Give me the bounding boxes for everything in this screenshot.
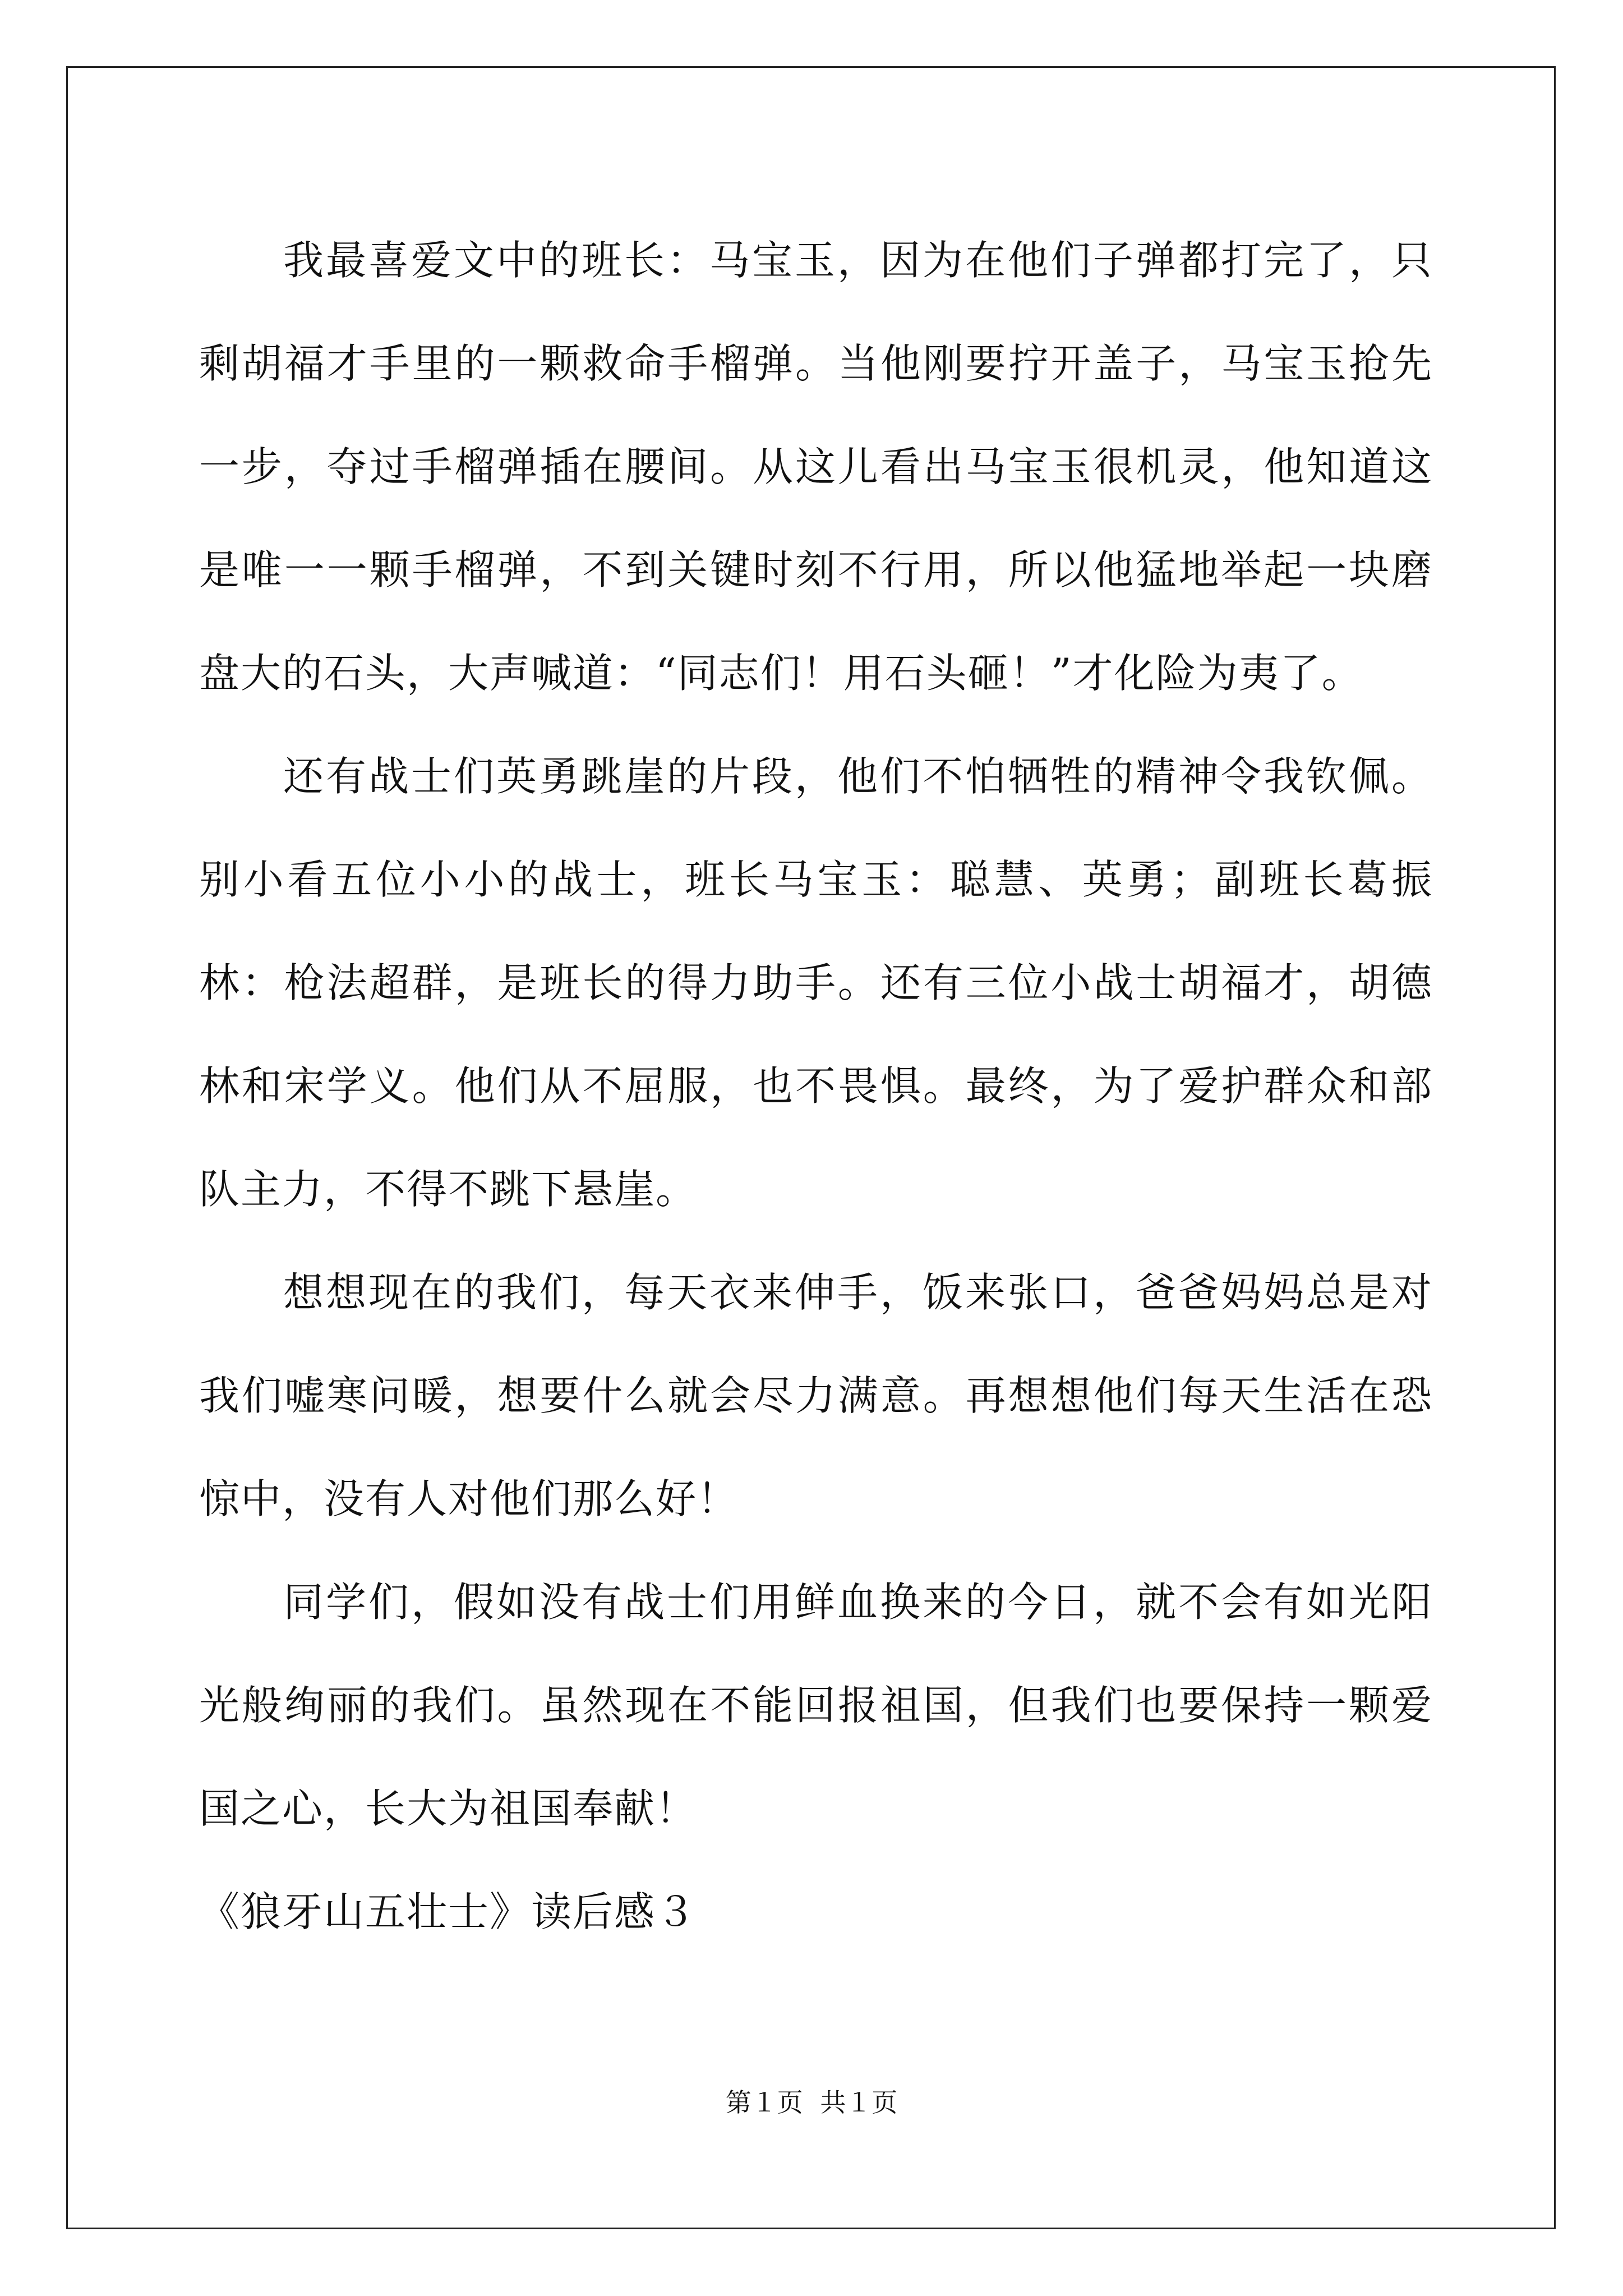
paragraph-4: 同学们，假如没有战士们用鲜血换来的今日，就不会有如光阳光般绚丽的我们。虽然现在不能回报祖国，但我们也要保持一颗爱国之心，长大为祖国奉献！ bbox=[199, 1579, 1433, 1832]
paragraph-1: 我最喜爱文中的班长：马宝玉，因为在他们子弹都打完了，只剩胡福才手里的一颗救命手榴弹。当他刚要拧开盖子，马宝玉抢先一步，夺过手榴弹插在腰间。从这儿看出马宝玉很机灵，他知道这是唯一一颗手榴弹，不到关键时刻不行用，所以他猛地举起一块磨盘大的石头，大声喊道：“同志们！用石头砸！”才化险为夷了。 bbox=[199, 237, 1433, 697]
page-total: 共１页 bbox=[820, 2087, 898, 2118]
section-heading: 《狼牙山五壮士》读后感３ bbox=[199, 1888, 698, 1935]
page-number: 第１页 bbox=[725, 2087, 803, 2118]
document-body bbox=[199, 209, 1433, 1963]
page-footer bbox=[0, 2086, 1623, 2119]
paragraph-3: 想想现在的我们，每天衣来伸手，饭来张口，爸爸妈妈总是对我们嘘寒问暖，想要什么就会尽力满意。再想想他们每天生活在恐惊中，没有人对他们那么好！ bbox=[199, 1269, 1433, 1522]
paragraph-2: 还有战士们英勇跳崖的片段，他们不怕牺牲的精神令我钦佩。别小看五位小小的战士，班长马宝玉：聪慧、英勇；副班长葛振林：枪法超群，是班长的得力助手。还有三位小战士胡福才，胡德林和宋学义。他们从不屈服，也不畏惧。最终，为了爱护群众和部队主力，不得不跳下悬崖。 bbox=[199, 753, 1433, 1213]
